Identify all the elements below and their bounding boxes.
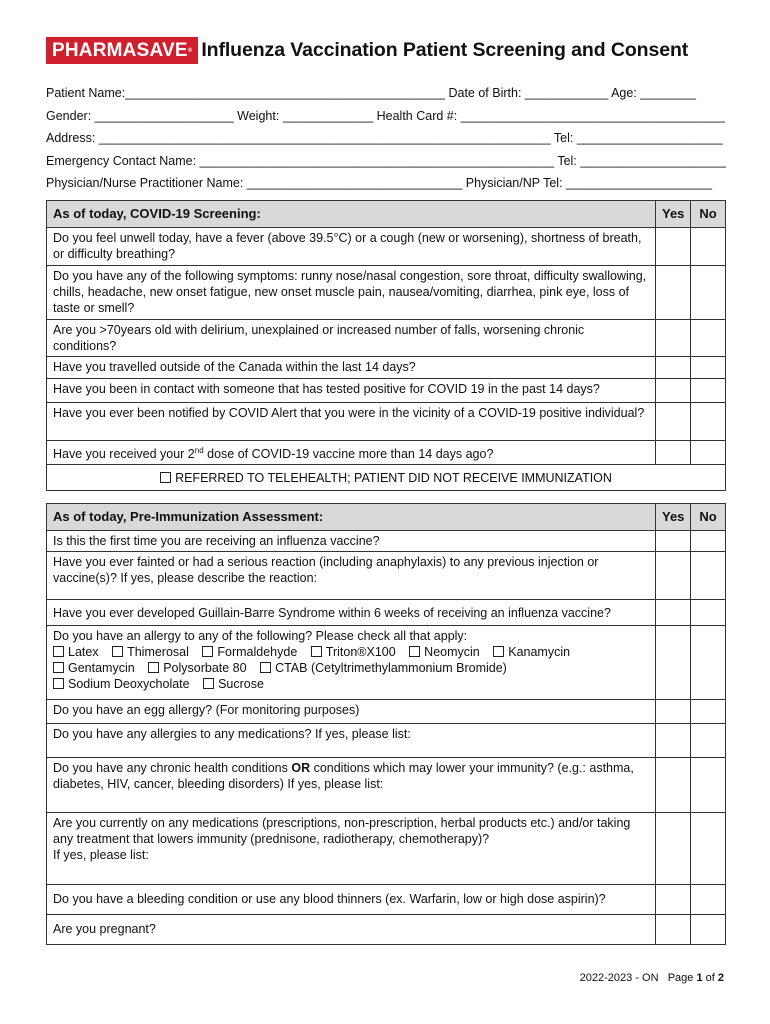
checkbox-icon[interactable] bbox=[311, 646, 322, 657]
covid-screening-table bbox=[46, 200, 726, 491]
no-cell[interactable] bbox=[691, 600, 726, 626]
yes-cell[interactable] bbox=[656, 357, 691, 379]
no-header: No bbox=[691, 504, 726, 531]
allergen-option[interactable]: Sucrose bbox=[203, 677, 264, 691]
covid-question-row bbox=[47, 266, 726, 320]
no-cell[interactable] bbox=[691, 531, 726, 552]
yes-cell[interactable] bbox=[656, 813, 691, 885]
no-cell[interactable] bbox=[691, 357, 726, 379]
checkbox-icon[interactable] bbox=[148, 662, 159, 673]
page-header bbox=[46, 36, 688, 64]
pre-question-row bbox=[47, 600, 726, 626]
patient-name-row[interactable]: Patient Name:______________________________________________ Date of Birth: ____________ Age: ________ bbox=[46, 86, 696, 100]
allergy-row bbox=[47, 626, 726, 700]
no-cell[interactable] bbox=[691, 758, 726, 813]
checkbox-icon[interactable] bbox=[493, 646, 504, 657]
no-cell[interactable] bbox=[691, 885, 726, 915]
no-cell[interactable] bbox=[691, 320, 726, 357]
address-row[interactable]: Address: _________________________________________________________________ Tel: _____________________ bbox=[46, 131, 723, 145]
patient-info-fields bbox=[46, 86, 726, 199]
covid-question-row bbox=[47, 228, 726, 266]
question-text: Do you have any allergies to any medications? If yes, please list: bbox=[47, 724, 656, 758]
no-cell[interactable] bbox=[691, 379, 726, 403]
allergen-option[interactable]: Kanamycin bbox=[493, 645, 570, 659]
allergy-question bbox=[47, 626, 656, 700]
allergen-option[interactable]: Neomycin bbox=[409, 645, 480, 659]
pre-header-row bbox=[47, 504, 726, 531]
question-text: Do you have a bleeding condition or use any blood thinners (ex. Warfarin, low or high dose aspirin)? bbox=[47, 885, 656, 915]
yes-cell[interactable] bbox=[656, 552, 691, 600]
checkbox-icon[interactable] bbox=[409, 646, 420, 657]
no-cell[interactable] bbox=[691, 403, 726, 441]
no-cell[interactable] bbox=[691, 626, 726, 700]
allergen-option[interactable]: Thimerosal bbox=[112, 645, 189, 659]
yes-cell[interactable] bbox=[656, 403, 691, 441]
question-text: Do you have any of the following symptoms: runny nose/nasal congestion, sore throat, difficulty swallowing, chills, headache, new onset fatigue, new onset muscle pain, nausea/vomiting, diarrhea, pink eye, loss of taste or smell? bbox=[47, 266, 656, 320]
allergen-option[interactable]: Latex bbox=[53, 645, 99, 659]
yes-cell[interactable] bbox=[656, 885, 691, 915]
referred-checkbox[interactable] bbox=[160, 472, 171, 483]
covid-question-row bbox=[47, 357, 726, 379]
referred-label: REFERRED TO TELEHEALTH; PATIENT DID NOT RECEIVE IMMUNIZATION bbox=[175, 471, 612, 486]
checkbox-icon[interactable] bbox=[53, 678, 64, 689]
question-text: Have you ever developed Guillain-Barre Syndrome within 6 weeks of receiving an influenza vaccine? bbox=[47, 600, 656, 626]
yes-header: Yes bbox=[656, 504, 691, 531]
referred-row bbox=[47, 465, 726, 491]
yes-header: Yes bbox=[656, 201, 691, 228]
physician-row[interactable]: Physician/Nurse Practitioner Name: _______________________________ Physician/NP Tel: _____________________ bbox=[46, 176, 713, 190]
question-text: Do you have any chronic health conditions OR conditions which may lower your immunity? (e.g.: asthma, diabetes, HIV, cancer, bleeding disorders) If yes, please list: bbox=[47, 758, 656, 813]
no-cell[interactable] bbox=[691, 724, 726, 758]
no-cell[interactable] bbox=[691, 228, 726, 266]
no-cell[interactable] bbox=[691, 552, 726, 600]
covid-question-row bbox=[47, 403, 726, 441]
question-text: Are you >70years old with delirium, unexplained or increased number of falls, worsening chronic conditions? bbox=[47, 320, 656, 357]
no-cell[interactable] bbox=[691, 441, 726, 465]
question-text: Do you feel unwell today, have a fever (above 39.5°C) or a cough (new or worsening), shortness of breath, or difficulty breathing? bbox=[47, 228, 656, 266]
checkbox-icon[interactable] bbox=[53, 646, 64, 657]
yes-cell[interactable] bbox=[656, 758, 691, 813]
allergen-options-1 bbox=[53, 644, 649, 660]
pre-question-row bbox=[47, 885, 726, 915]
yes-cell[interactable] bbox=[656, 266, 691, 320]
yes-cell[interactable] bbox=[656, 379, 691, 403]
allergen-option[interactable]: Gentamycin bbox=[53, 661, 135, 675]
page-footer: 2022-2023 - ON Page 1 of 2 bbox=[579, 972, 724, 984]
allergen-option[interactable]: Sodium Deoxycholate bbox=[53, 677, 190, 691]
covid-header-row bbox=[47, 201, 726, 228]
no-header: No bbox=[691, 201, 726, 228]
pre-question-row bbox=[47, 813, 726, 885]
question-text: Is this the first time you are receiving an influenza vaccine? bbox=[47, 531, 656, 552]
pre-question-row bbox=[47, 700, 726, 724]
yes-cell[interactable] bbox=[656, 700, 691, 724]
pre-heading: As of today, Pre-Immunization Assessment: bbox=[47, 504, 656, 531]
pharmasave-logo: PHARMASAVE® bbox=[46, 37, 198, 64]
question-text: Have you received your 2nd dose of COVID-19 vaccine more than 14 days ago? bbox=[47, 441, 656, 465]
yes-cell[interactable] bbox=[656, 531, 691, 552]
allergen-options-2 bbox=[53, 660, 649, 676]
no-cell[interactable] bbox=[691, 813, 726, 885]
checkbox-icon[interactable] bbox=[112, 646, 123, 657]
yes-cell[interactable] bbox=[656, 600, 691, 626]
page-title: Influenza Vaccination Patient Screening and Consent bbox=[201, 38, 689, 61]
covid-question-row bbox=[47, 320, 726, 357]
pre-question-row bbox=[47, 531, 726, 552]
allergen-option[interactable]: CTAB (Cetyltrimethylammonium Bromide) bbox=[260, 661, 507, 675]
question-text: Have you ever been notified by COVID Alert that you were in the vicinity of a COVID-19 positive individual? bbox=[47, 403, 656, 441]
no-cell[interactable] bbox=[691, 915, 726, 945]
question-text: Do you have an egg allergy? (For monitoring purposes) bbox=[47, 700, 656, 724]
pre-question-row bbox=[47, 758, 726, 813]
covid-question-row bbox=[47, 379, 726, 403]
emergency-contact-row[interactable]: Emergency Contact Name: ___________________________________________________ Tel: _____________________ bbox=[46, 153, 726, 168]
yes-cell[interactable] bbox=[656, 626, 691, 700]
checkbox-icon[interactable] bbox=[202, 646, 213, 657]
question-text: Are you currently on any medications (prescriptions, non-prescription, herbal products etc.) and/or taking any treatment that lowers immunity (prednisone, radiotherapy, chemotherapy)? If yes, please list: bbox=[47, 813, 656, 885]
question-text: Do you have an allergy to any of the following? Please check all that apply: bbox=[53, 629, 468, 643]
checkbox-icon[interactable] bbox=[53, 662, 64, 673]
no-cell[interactable] bbox=[691, 266, 726, 320]
question-text: Are you pregnant? bbox=[47, 915, 656, 945]
question-text: Have you ever fainted or had a serious reaction (including anaphylaxis) to any previous injection or vaccine(s)? If yes, please describe the reaction: bbox=[47, 552, 656, 600]
pre-question-row bbox=[47, 552, 726, 600]
gender-weight-row[interactable]: Gender: ____________________ Weight: _____________ Health Card #: ______________________________________ bbox=[46, 108, 725, 123]
yes-cell[interactable] bbox=[656, 228, 691, 266]
yes-cell[interactable] bbox=[656, 320, 691, 357]
allergen-option[interactable]: Triton®X100 bbox=[311, 645, 396, 659]
checkbox-icon[interactable] bbox=[203, 678, 214, 689]
pre-question-row bbox=[47, 724, 726, 758]
pre-immunization-table bbox=[46, 503, 726, 945]
allergen-option[interactable]: Formaldehyde bbox=[202, 645, 297, 659]
pre-question-row bbox=[47, 915, 726, 945]
checkbox-icon[interactable] bbox=[260, 662, 271, 673]
question-text: Have you been in contact with someone that has tested positive for COVID 19 in the past 14 days? bbox=[47, 379, 656, 403]
yes-cell[interactable] bbox=[656, 724, 691, 758]
allergen-options-3 bbox=[53, 676, 649, 692]
covid-heading: As of today, COVID-19 Screening: bbox=[47, 201, 656, 228]
no-cell[interactable] bbox=[691, 700, 726, 724]
yes-cell[interactable] bbox=[656, 441, 691, 465]
yes-cell[interactable] bbox=[656, 915, 691, 945]
covid-question-row bbox=[47, 441, 726, 465]
question-text: Have you travelled outside of the Canada within the last 14 days? bbox=[47, 357, 656, 379]
allergen-option[interactable]: Polysorbate 80 bbox=[148, 661, 246, 675]
